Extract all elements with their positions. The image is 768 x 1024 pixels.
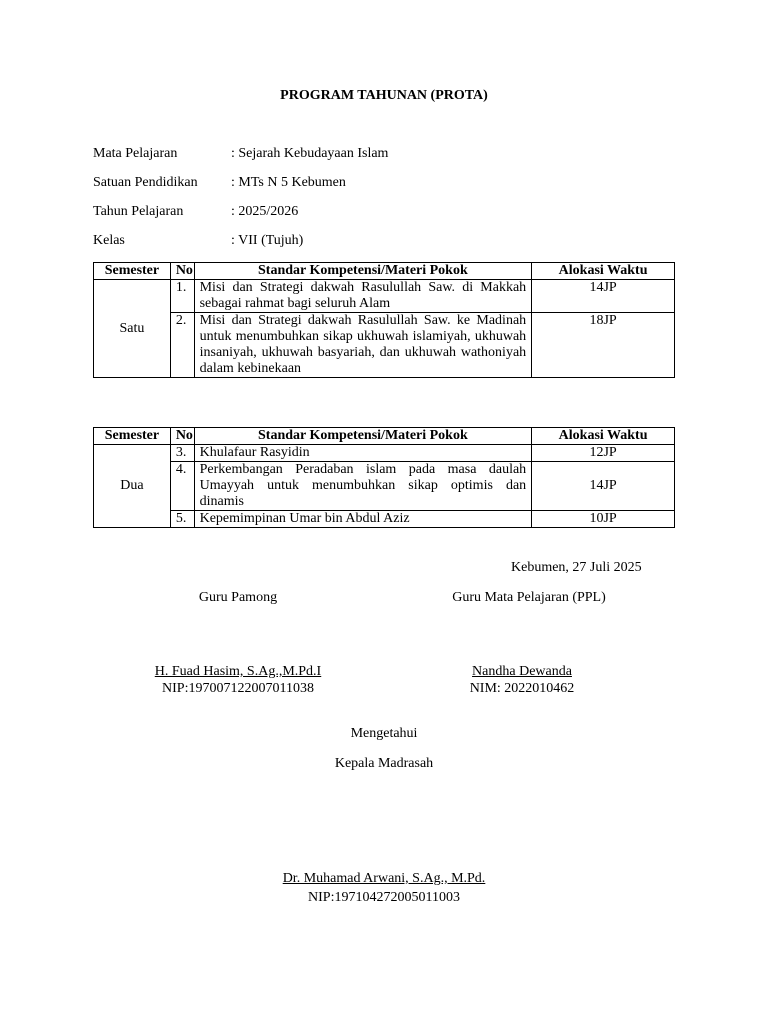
document-title: PROGRAM TAHUNAN (PROTA) [280, 88, 488, 103]
guru-ppl-name: Nandha Dewanda [472, 664, 572, 679]
alokasi-cell: 18JP [532, 313, 675, 378]
table-header-row [94, 263, 675, 280]
place-date: Kebumen, 27 Juli 2025 [511, 560, 642, 575]
no-cell: 4. [170, 462, 194, 511]
table-row [94, 445, 675, 462]
alokasi-cell: 12JP [532, 445, 675, 462]
header-materi: Standar Kompetensi/Materi Pokok [194, 428, 532, 445]
header-semester: Semester [94, 428, 171, 445]
materi-cell: Kepemimpinan Umar bin Abdul Aziz [194, 511, 532, 528]
semester-2-table [93, 427, 675, 528]
materi-cell: Misi dan Strategi dakwah Rasulullah Saw. di Makkah sebagai rahmat bagi seluruh Alam [194, 280, 532, 313]
table-row [94, 462, 675, 511]
header-alokasi: Alokasi Waktu [532, 428, 675, 445]
guru-ppl-nim: NIM: 2022010462 [469, 681, 575, 696]
alokasi-cell: 14JP [532, 462, 675, 511]
header-semester: Semester [94, 263, 171, 280]
guru-ppl-role: Guru Mata Pelajaran (PPL) [452, 590, 606, 605]
header-no: No [170, 428, 194, 445]
info-value: : MTs N 5 Kebumen [231, 175, 346, 190]
table-row [94, 511, 675, 528]
header-materi: Standar Kompetensi/Materi Pokok [194, 263, 532, 280]
info-label: Satuan Pendidikan [93, 175, 198, 190]
materi-cell: Perkembangan Peradaban islam pada masa daulah Umayyah untuk menumbuhkan sikap optimis dan dinamis [194, 462, 532, 511]
kepala-madrasah-name: Dr. Muhamad Arwani, S.Ag., M.Pd. [282, 871, 486, 886]
header-alokasi: Alokasi Waktu [532, 263, 675, 280]
semester-cell: Dua [94, 445, 171, 528]
no-cell: 1. [170, 280, 194, 313]
no-cell: 2. [170, 313, 194, 378]
info-value: : 2025/2026 [231, 204, 299, 219]
mengetahui-label: Mengetahui [350, 726, 418, 741]
info-label: Mata Pelajaran [93, 146, 178, 161]
info-label: Kelas [93, 233, 125, 248]
guru-pamong-nip: NIP:197007122007011038 [162, 681, 314, 696]
info-value: : VII (Tujuh) [231, 233, 304, 248]
kepala-madrasah-role: Kepala Madrasah [334, 756, 434, 771]
guru-pamong-name: H. Fuad Hasim, S.Ag.,M.Pd.I [154, 664, 322, 679]
table-row [94, 280, 675, 313]
table-row [94, 313, 675, 378]
semester-1-table [93, 262, 675, 378]
kepala-madrasah-nip: NIP:197104272005011003 [308, 890, 460, 905]
materi-cell: Khulafaur Rasyidin [194, 445, 532, 462]
guru-pamong-role: Guru Pamong [198, 590, 278, 605]
alokasi-cell: 10JP [532, 511, 675, 528]
materi-cell: Misi dan Strategi dakwah Rasulullah Saw. ke Madinah untuk menumbuhkan sikap ukhuwah islamiyah, ukhuwah insaniyah, ukhuwah basyariah, dan ukhuwah wathoniyah dalam kebinekaan [194, 313, 532, 378]
header-no: No [170, 263, 194, 280]
table-header-row [94, 428, 675, 445]
alokasi-cell: 14JP [532, 280, 675, 313]
no-cell: 5. [170, 511, 194, 528]
semester-cell: Satu [94, 280, 171, 378]
info-label: Tahun Pelajaran [93, 204, 184, 219]
info-value: : Sejarah Kebudayaan Islam [231, 146, 389, 161]
no-cell: 3. [170, 445, 194, 462]
